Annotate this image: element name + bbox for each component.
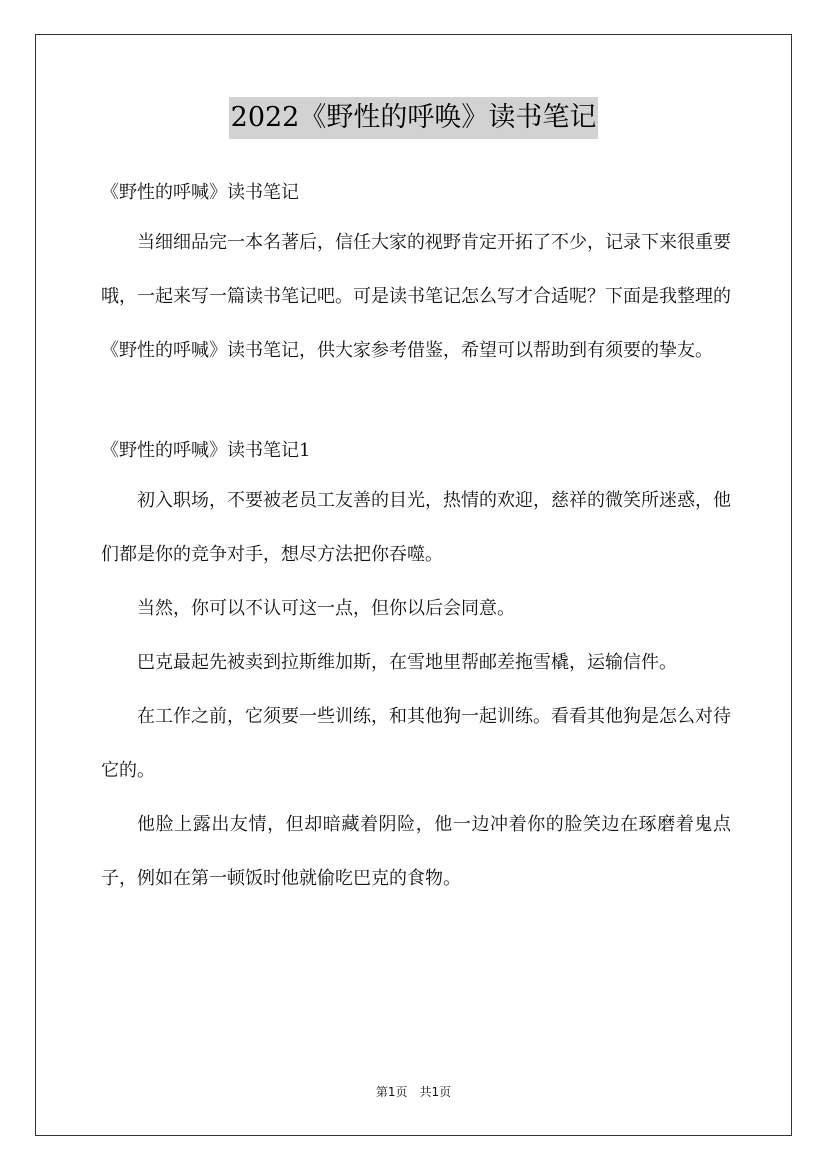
section1-paragraph: 初入职场，不要被老员工友善的目光，热情的欢迎，慈祥的微笑所迷惑，他们都是你的竞争对手，想尽方法把你吞噬。	[101, 490, 731, 565]
intro-paragraph: 当细细品完一本名著后，信任大家的视野肯定开拓了不少，记录下来很重要哦，一起来写一篇读书笔记吧。可是读书笔记怎么写才合适呢？下面是我整理的《野性的呼喊》读书笔记，供大家参考借鉴，希望可以帮助到有须要的挚友。	[101, 232, 731, 361]
section1-paragraph: 巴克最起先被卖到拉斯维加斯，在雪地里帮邮差拖雪橇，运输信件。	[137, 652, 677, 673]
section-spacer	[101, 378, 731, 428]
document-body	[101, 170, 731, 906]
page-number: 第1页 共1页	[375, 1085, 452, 1099]
section1-paragraph: 当然，你可以不认可这一点，但你以后会同意。	[137, 598, 515, 619]
title-container	[0, 97, 827, 139]
section1-paragraph: 他脸上露出友情，但却暗藏着阴险，他一边冲着你的脸笑边在琢磨着鬼点子，例如在第一顿饭时他就偷吃巴克的食物。	[101, 814, 731, 889]
section1-heading: 《野性的呼喊》读书笔记1	[101, 440, 311, 461]
section1-paragraph: 在工作之前，它须要一些训练，和其他狗一起训练。看看其他狗是怎么对待它的。	[101, 706, 731, 781]
document-title: 2022《野性的呼唤》读书笔记	[229, 97, 599, 139]
page-footer	[0, 1083, 827, 1100]
intro-heading: 《野性的呼喊》读书笔记	[101, 182, 299, 203]
